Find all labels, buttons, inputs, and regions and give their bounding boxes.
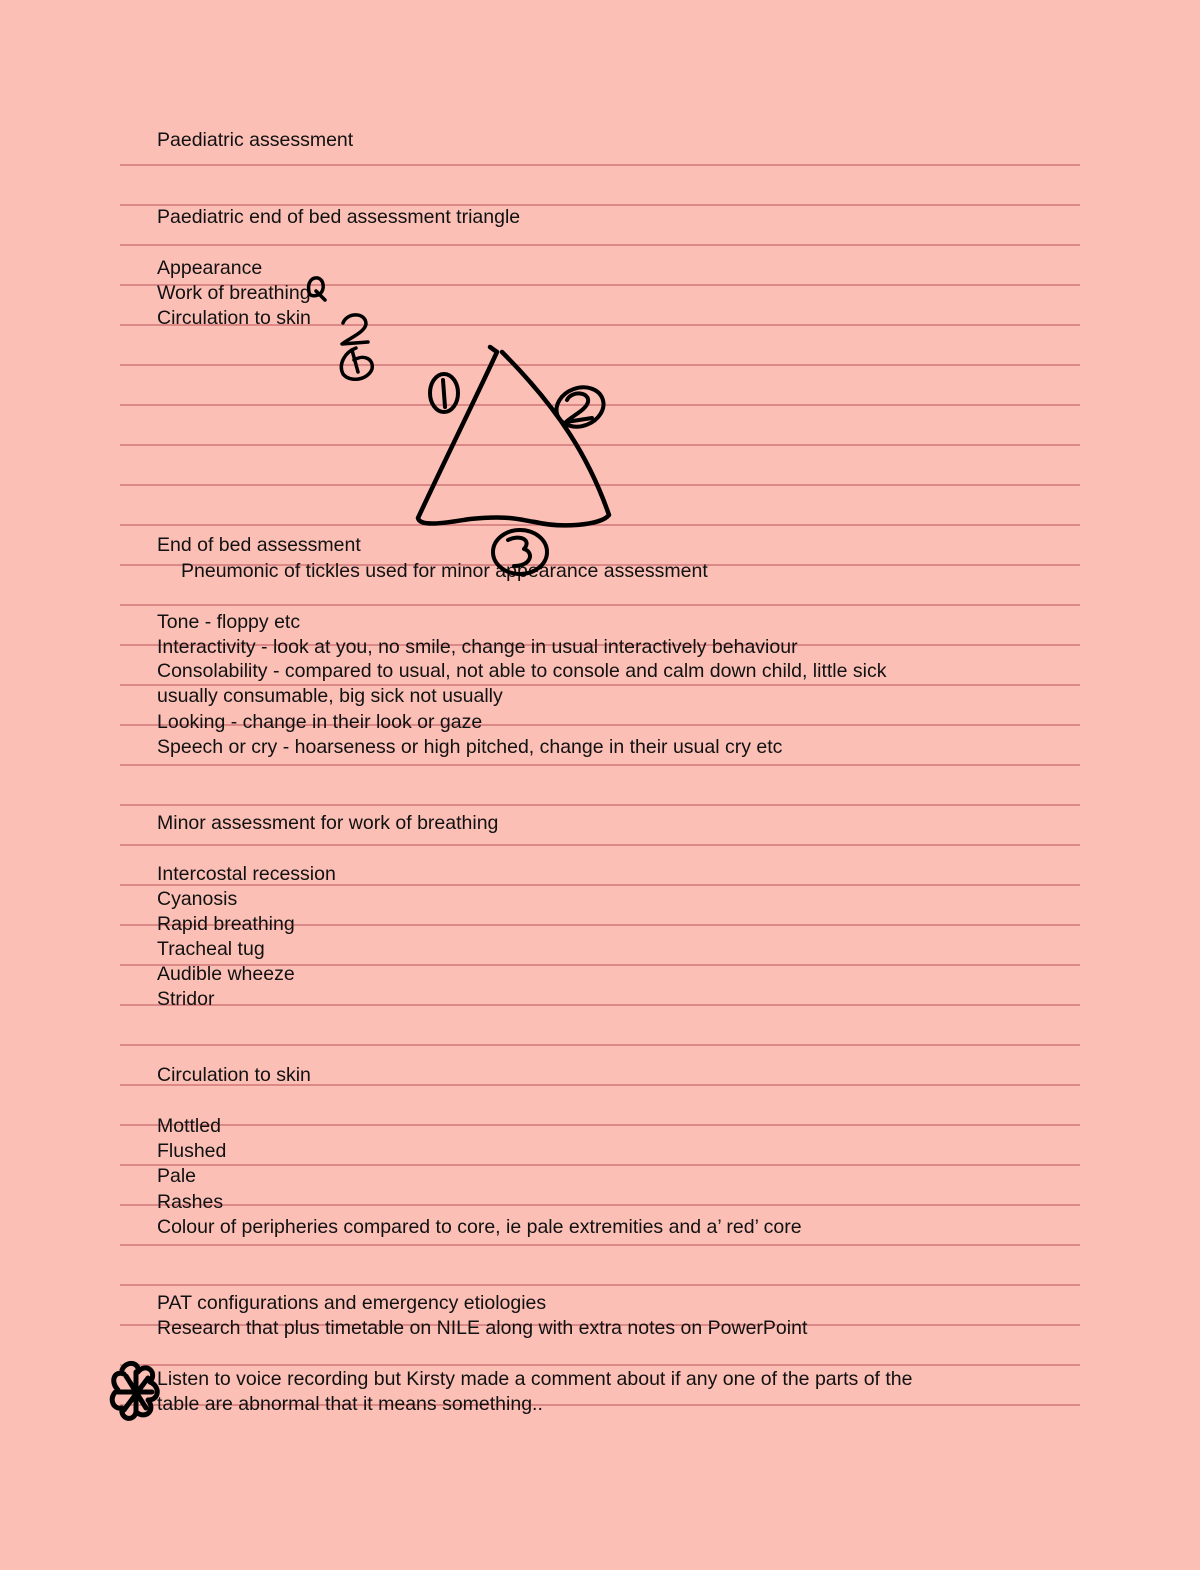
triangle-item-work-of-breathing: Work of breathing xyxy=(157,282,311,304)
circulation-item: Mottled xyxy=(157,1115,221,1137)
tickles-item: usually consumable, big sick not usually xyxy=(157,685,503,707)
section-heading-pat: PAT configurations and emergency etiologies xyxy=(157,1292,547,1314)
breathing-item: Stridor xyxy=(157,988,215,1010)
tickles-item: Tone - floppy etc xyxy=(157,611,301,633)
starred-note-line: Listen to voice recording but Kirsty made a comment about if any one of the parts of the xyxy=(157,1368,913,1390)
breathing-item: Cyanosis xyxy=(157,888,238,910)
section-heading-triangle: Paediatric end of bed assessment triangle xyxy=(157,206,521,228)
circulation-item: Rashes xyxy=(157,1191,224,1213)
circulation-item: Colour of peripheries compared to core, ie pale extremities and a’ red’ core xyxy=(157,1216,802,1238)
page-title: Paediatric assessment xyxy=(157,129,354,151)
tickles-item: Looking - change in their look or gaze xyxy=(157,711,483,733)
triangle-item-appearance: Appearance xyxy=(157,257,263,279)
breathing-item: Rapid breathing xyxy=(157,913,295,935)
section-heading-circulation: Circulation to skin xyxy=(157,1064,311,1086)
breathing-item: Intercostal recession xyxy=(157,863,336,885)
tickles-item: Interactivity - look at you, no smile, change in usual interactively behaviour xyxy=(157,636,798,658)
pat-note: Research that plus timetable on NILE along with extra notes on PowerPoint xyxy=(157,1317,808,1339)
tickles-item: Speech or cry - hoarseness or high pitched, change in their usual cry etc xyxy=(157,736,783,758)
section-heading-end-of-bed: End of bed assessment xyxy=(157,534,361,556)
breathing-item: Audible wheeze xyxy=(157,963,295,985)
section-heading-breathing: Minor assessment for work of breathing xyxy=(157,812,499,834)
triangle-item-circulation: Circulation to skin xyxy=(157,307,311,329)
breathing-item: Tracheal tug xyxy=(157,938,265,960)
starred-note-line: table are abnormal that it means something.. xyxy=(157,1393,543,1415)
circulation-item: Flushed xyxy=(157,1140,227,1162)
end-of-bed-note: Pneumonic of tickles used for minor appearance assessment xyxy=(181,560,708,582)
circulation-item: Pale xyxy=(157,1165,197,1187)
tickles-item: Consolability - compared to usual, not able to console and calm down child, little sick xyxy=(157,660,887,682)
